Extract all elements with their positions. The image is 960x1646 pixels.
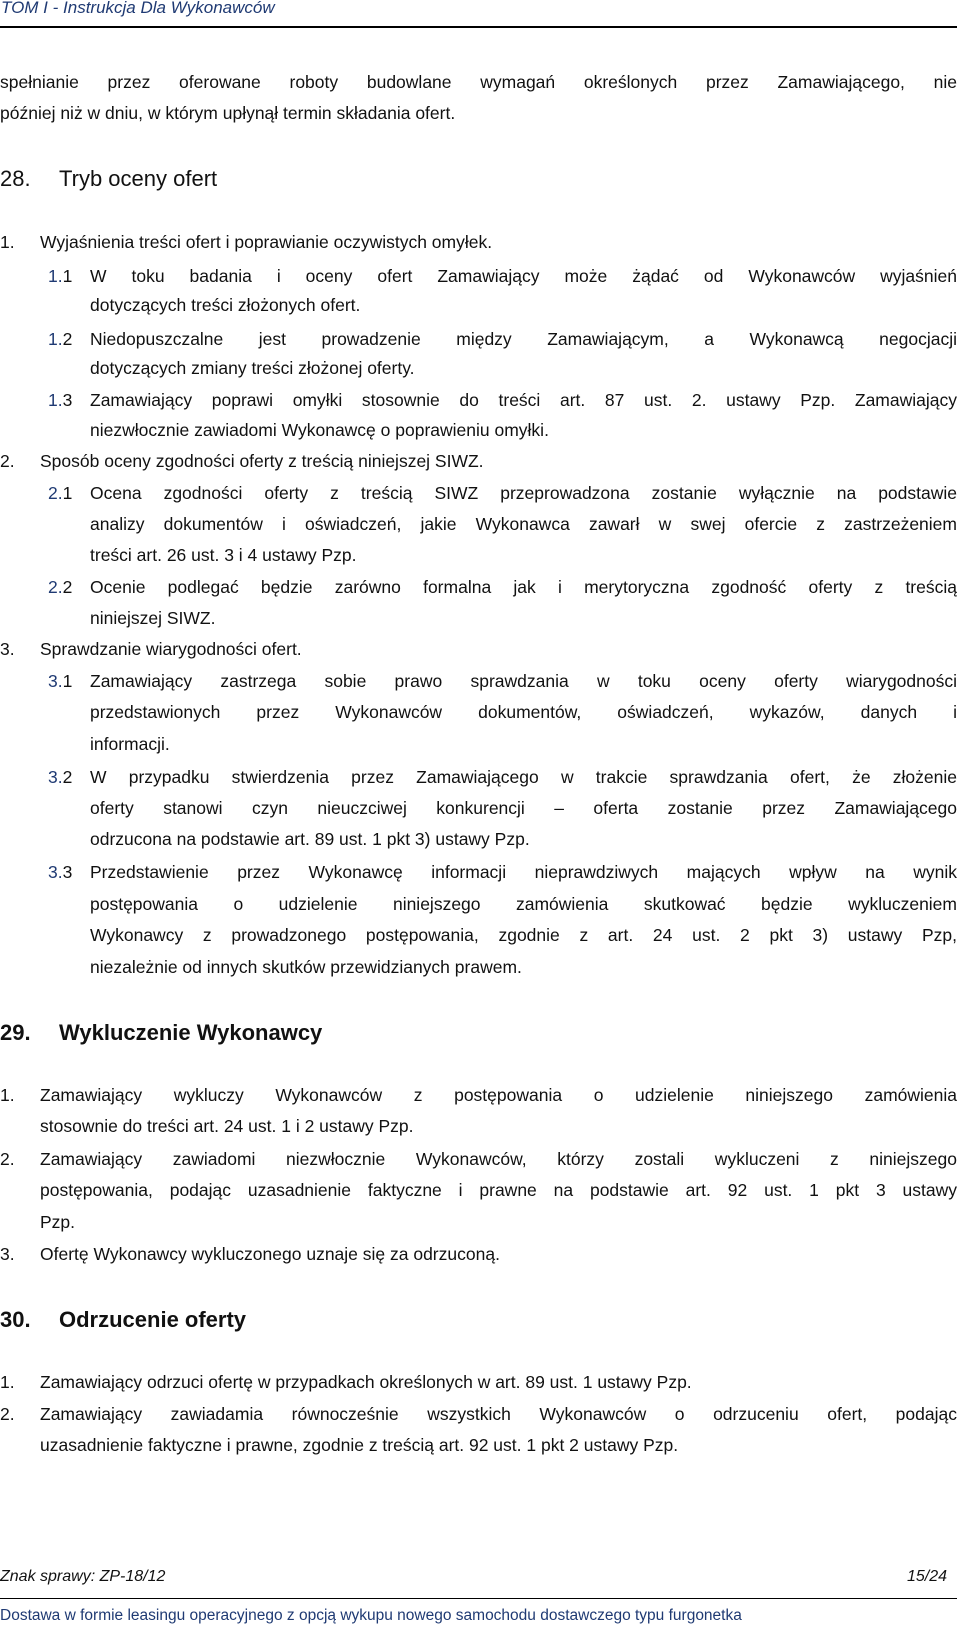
item-3-2-line-2: oferty stanowi czyn nieuczciwej konkurencji – oferta zostanie przez Zamawiającego	[90, 798, 957, 818]
s29-item-1-line-2: stosownie do treści art. 24 ust. 1 i 2 ustawy Pzp.	[40, 1116, 414, 1136]
item-1-text: Wyjaśnienia treści ofert i poprawianie oczywistych omyłek.	[40, 232, 493, 252]
item-1-3-line-2: niezwłocznie zawiadomi Wykonawcę o poprawieniu omyłki.	[90, 420, 549, 440]
section-30-number: 30.	[0, 1307, 31, 1332]
item-1-1-line-2: dotyczących treści złożonych ofert.	[90, 295, 361, 315]
item-1-1-line-1: W toku badania i oceny ofert Zamawiający może żądać od Wykonawców wyjaśnień	[90, 266, 957, 286]
item-2-1-line-1: Ocena zgodności oferty z treścią SIWZ przeprowadzona zostanie wyłącznie na podstawie	[90, 483, 957, 503]
item-1-number: 1.	[0, 232, 15, 252]
item-3-3-line-2: postępowania o udzielenie niniejszego zamówienia skutkować będzie wykluczeniem	[90, 894, 957, 914]
header-title: TOM I - Instrukcja Dla Wykonawców	[1, 0, 275, 17]
item-1-1-number: 1.1	[48, 266, 73, 286]
item-3-1-line-1: Zamawiający zastrzega sobie prawo sprawdzania w toku oceny oferty wiarygodności	[90, 671, 957, 691]
footer-subject: Dostawa w formie leasingu operacyjnego z opcją wykupu nowego samochodu dostawczego typu furgonetka	[0, 1607, 742, 1624]
item-3-3-line-3: Wykonawcy z prowadzonego postępowania, zgodnie z art. 24 ust. 2 pkt 3) ustawy Pzp,	[90, 925, 957, 945]
s30-item-1-text: Zamawiający odrzuci ofertę w przypadkach określonych w art. 89 ust. 1 ustawy Pzp.	[40, 1372, 692, 1392]
s29-item-2-line-1: Zamawiający zawiadomi niezwłocznie Wykonawców, którzy zostali wykluczeni z niniejszego	[40, 1149, 957, 1169]
s30-item-2-line-1: Zamawiający zawiadamia równocześnie wszystkich Wykonawców o odrzuceniu ofert, podając	[40, 1404, 957, 1424]
intro-line-1: spełnianie przez oferowane roboty budowlane wymagań określonych przez Zamawiającego, nie	[0, 72, 957, 92]
item-3-text: Sprawdzanie wiarygodności ofert.	[40, 639, 302, 659]
item-3-2-line-3: odrzucona na podstawie art. 89 ust. 1 pkt 3) ustawy Pzp.	[90, 829, 530, 849]
item-2-2-line-1: Ocenie podlegać będzie zarówno formalna jak i merytoryczna zgodność oferty z treścią	[90, 577, 957, 597]
s29-item-3-number: 3.	[0, 1244, 15, 1264]
page-header	[0, 0, 957, 28]
section-28-title: Tryb oceny ofert	[59, 166, 218, 191]
s29-item-1-number: 1.	[0, 1085, 15, 1105]
item-1-2-line-2: dotyczących zmiany treści złożonej oferty.	[90, 358, 415, 378]
item-3-2-line-1: W przypadku stwierdzenia przez Zamawiającego w trakcie sprawdzania ofert, że złożenie	[90, 767, 957, 787]
item-3-1-line-3: informacji.	[90, 734, 170, 754]
item-3-3-line-1: Przedstawienie przez Wykonawcę informacji nieprawdziwych mających wpływ na wynik	[90, 862, 957, 882]
intro-line-2: później niż w dniu, w którym upłynął termin składania ofert.	[0, 103, 456, 123]
footer-divider	[0, 1598, 957, 1599]
item-2-text: Sposób oceny zgodności oferty z treścią niniejszej SIWZ.	[40, 451, 484, 471]
s30-item-2-line-2: uzasadnienie faktyczne i prawne, zgodnie z treścią art. 92 ust. 1 pkt 2 ustawy Pzp.	[40, 1435, 679, 1455]
item-3-3-line-4: niezależnie od innych skutków przewidzianych prawem.	[90, 957, 522, 977]
section-29-number: 29.	[0, 1020, 31, 1045]
item-2-number: 2.	[0, 451, 15, 471]
item-2-2-line-2: niniejszej SIWZ.	[90, 608, 216, 628]
item-2-1-number: 2.1	[48, 483, 73, 503]
s29-item-1-line-1: Zamawiający wykluczy Wykonawców z postępowania o udzielenie niniejszego zamówienia	[40, 1085, 957, 1105]
item-1-3-number: 1.3	[48, 390, 73, 410]
section-30-title: Odrzucenie oferty	[59, 1307, 247, 1332]
section-29-title: Wykluczenie Wykonawcy	[59, 1020, 323, 1045]
item-3-2-number: 3.2	[48, 767, 73, 787]
item-1-2-number: 1.2	[48, 329, 73, 349]
item-3-3-number: 3.3	[48, 862, 73, 882]
item-1-3-line-1: Zamawiający poprawi omyłki stosownie do treści art. 87 ust. 2. ustawy Pzp. Zamawiający	[90, 390, 957, 410]
s29-item-3-text: Ofertę Wykonawcy wykluczonego uznaje się za odrzuconą.	[40, 1244, 500, 1264]
footer-case-number: Znak sprawy: ZP-18/12	[0, 1568, 166, 1585]
item-1-2-line-1: Niedopuszczalne jest prowadzenie między Zamawiającym, a Wykonawcą negocjacji	[90, 329, 957, 349]
s29-item-2-number: 2.	[0, 1149, 15, 1169]
s29-item-2-line-3: Pzp.	[40, 1212, 76, 1232]
section-28-number: 28.	[0, 166, 31, 191]
item-3-1-number: 3.1	[48, 671, 73, 691]
item-2-1-line-3: treści art. 26 ust. 3 i 4 ustawy Pzp.	[90, 545, 357, 565]
item-3-1-line-2: przedstawionych przez Wykonawców dokumentów, oświadczeń, wykazów, danych i	[90, 702, 957, 722]
s30-item-1-number: 1.	[0, 1372, 15, 1392]
item-3-number: 3.	[0, 639, 15, 659]
item-2-1-line-2: analizy dokumentów i oświadczeń, jakie Wykonawca zawarł w swej ofercie z zastrzeżeniem	[90, 514, 957, 534]
s29-item-2-line-2: postępowania, podając uzasadnienie faktyczne i prawne na podstawie art. 92 ust. 1 pkt 3 ustawy	[40, 1180, 957, 1200]
footer-page-number: 15/24	[907, 1568, 948, 1585]
s30-item-2-number: 2.	[0, 1404, 15, 1424]
item-2-2-number: 2.2	[48, 577, 73, 597]
